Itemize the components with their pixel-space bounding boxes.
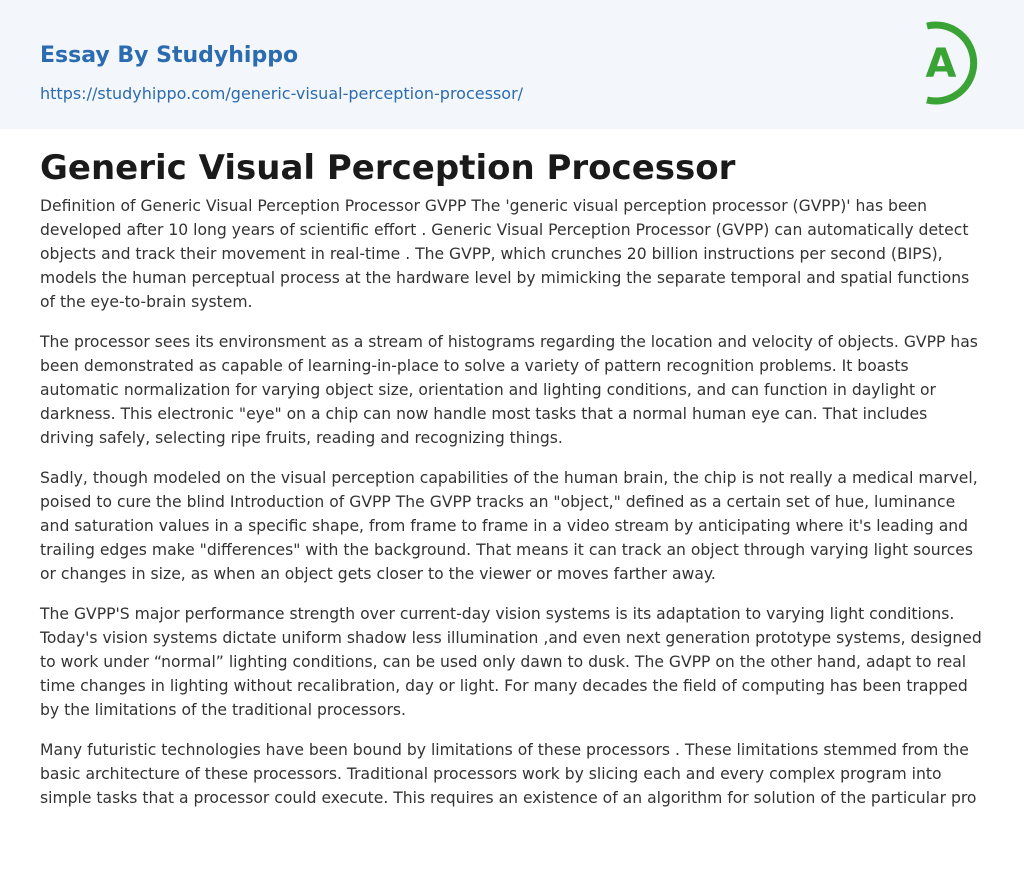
brand-title[interactable]: Essay By Studyhippo (40, 43, 299, 68)
article-body (40, 146, 984, 826)
paragraph-4: The GVPP'S major performance strength over current-day vision systems is its adaptation to varying light conditions. Today's vision systems dictate uniform shadow less illumination ,and even next generation prototype systems, designed to work under “normal” lighting conditions, can be used only dawn to dusk. The GVPP on the other hand, adapt to real time changes in lighting without recalibration, day or light. For many decades the field of computing has been trapped by the limitations of the traditional processors. (40, 605, 982, 719)
article-title: Generic Visual Perception Processor (40, 148, 736, 188)
logo-letter: A (925, 41, 957, 87)
paragraph-1: Definition of Generic Visual Perception Processor GVPP The 'generic visual perception processor (GVPP)' has been developed after 10 long years of scientific effort . Generic Visual Perception Processor (GVPP) can automatically detect objects and track their movement in real-time . The GVPP, which crunches 20 billion instructions per second (BIPS), models the human perceptual process at the hardware level by mimicking the separate temporal and spatial functions of the eye-to-brain system. (40, 197, 970, 311)
paragraph-5: Many futuristic technologies have been bound by limitations of these processors . These limitations stemmed from the basic architecture of these processors. Traditional processors work by slicing each and every complex program into simple tasks that a processor could execute. This requires an existence of an algorithm for solution of the particular pro (40, 741, 977, 807)
site-header (0, 0, 1024, 129)
paragraph-2: The processor sees its environsment as a stream of histograms regarding the location and velocity of objects. GVPP has been demonstrated as capable of learning-in-place to solve a variety of pattern recognition problems. It boasts automatic normalization for varying object size, orientation and lighting conditions, and can function in daylight or darkness. This electronic "eye" on a chip can now handle most tasks that a normal human eye can. That includes driving safely, selecting ripe fruits, reading and recognizing things. (40, 333, 978, 447)
essay-url-link[interactable]: https://studyhippo.com/generic-visual-perception-processor/ (40, 84, 524, 103)
paragraph-3: Sadly, though modeled on the visual perception capabilities of the human brain, the chip is not really a medical marvel, poised to cure the blind Introduction of GVPP The GVPP tracks an "object," defined as a certain set of hue, luminance and saturation values in a specific shape, from frame to frame in a video stream by anticipating where it's leading and trailing edges make "differences" with the background. That means it can track an object through varying light sources or changes in size, as when an object gets closer to the viewer or moves farther away. (40, 469, 978, 583)
studyhippo-logo-icon[interactable] (912, 18, 988, 108)
